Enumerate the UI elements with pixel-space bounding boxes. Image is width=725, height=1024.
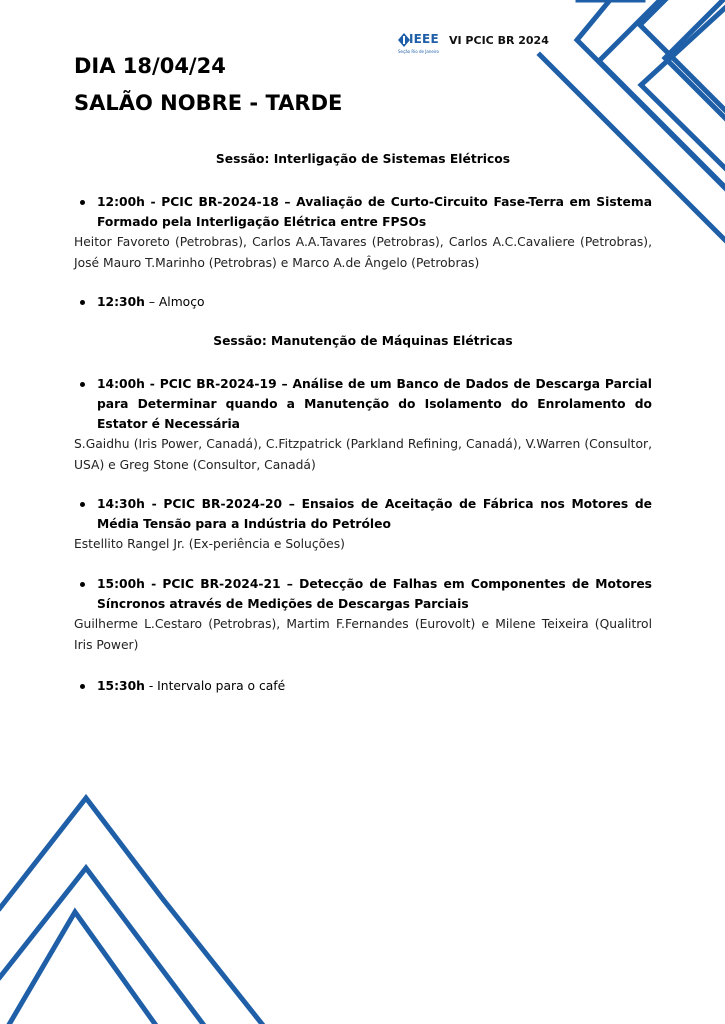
bottom-left-chevron-3: [0, 912, 155, 1024]
item-title: 14:00h - PCIC BR-2024-19 – Análise de um Banco de Dados de Descarga Parcial para Determinar quando a Manutenção do Isolamento do Enrolamento do Estator é Necessária: [97, 377, 652, 431]
bottom-left-chevron-1: [0, 798, 262, 1024]
bullet-icon: [80, 684, 85, 689]
session-title: Sessão: Manutenção de Máquinas Elétricas: [213, 334, 513, 348]
bullet-icon: [80, 382, 85, 387]
item-authors: Guilherme L.Cestaro (Petrobras), Martim F.Fernandes (Eurovolt) e Milene Teixeira (Qualitrol Iris Power): [74, 617, 652, 652]
session-title: Sessão: Interligação de Sistemas Elétricos: [215, 152, 511, 166]
ieee-logo: [398, 33, 568, 59]
item-authors: Heitor Favoreto (Petrobras), Carlos A.A.Tavares (Petrobras), Carlos A.C.Cavaliere (Petrobras), José Mauro T.Marinho (Petrobras) e Marco A.de Ângelo (Petrobras): [74, 235, 652, 270]
item-authors: S.Gaidhu (Iris Power, Canadá), C.Fitzpatrick (Parkland Refining, Canadá), V.Warren (Consultor, USA) e Greg Stone (Consultor, Canadá): [74, 437, 652, 472]
item-title: 14:30h - PCIC BR-2024-20 – Ensaios de Aceitação de Fábrica nos Motores de Média Tensão para a Indústria do Petróleo: [97, 497, 652, 531]
top-right-stripe-5: [665, 0, 725, 118]
bullet-icon: [80, 200, 85, 205]
item-time: 15:30h: [97, 679, 145, 693]
list-item: [74, 192, 652, 273]
bottom-left-chevron-2: [0, 868, 203, 1024]
item-time: 12:30h: [97, 295, 145, 309]
list-item: [74, 676, 652, 696]
list-item: [74, 374, 652, 475]
list-item: [74, 574, 652, 655]
bullet-icon: [80, 300, 85, 305]
ieee-wordmark: IEEE: [409, 32, 439, 46]
item-authors: Estellito Rangel Jr. (Ex-periência e Soluções): [74, 537, 345, 551]
ieee-section-label: Seção Rio de Janeiro: [398, 49, 439, 54]
page-title-room: SALÃO NOBRE - TARDE: [74, 91, 343, 115]
top-right-stripe-4: [641, 8, 725, 168]
page-title-date: DIA 18/04/24: [74, 54, 226, 78]
top-right-stripe-6: [640, 0, 725, 110]
item-title: 15:00h - PCIC BR-2024-21 – Detecção de Falhas em Componentes de Motores Síncronos através de Medições de Descargas Parciais: [97, 577, 652, 611]
list-item: [74, 494, 652, 555]
item-label: – Almoço: [144, 295, 205, 309]
bullet-icon: [80, 502, 85, 507]
item-label: - Intervalo para o café: [144, 679, 286, 693]
bullet-icon: [80, 582, 85, 587]
event-label: VI PCIC BR 2024: [449, 34, 549, 47]
item-title: 12:00h - PCIC BR-2024-18 – Avaliação de Curto-Circuito Fase-Terra em Sistema Formado pela Interligação Elétrica entre FPSOs: [97, 195, 652, 229]
list-item: [74, 292, 652, 312]
